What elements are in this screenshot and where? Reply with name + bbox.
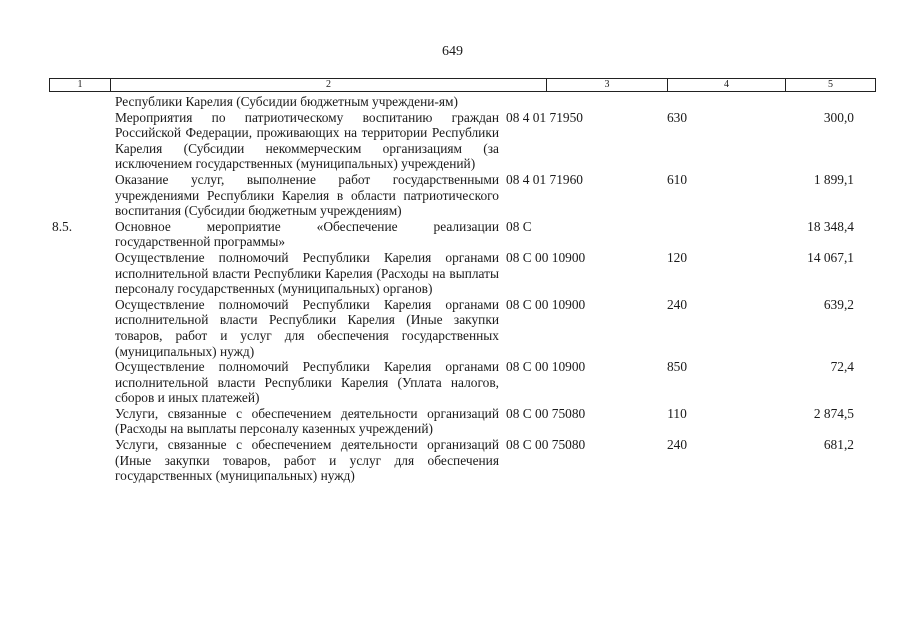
row-amount: 639,2 [823, 296, 854, 312]
header-col-3: 3 [547, 79, 668, 91]
row-name: Осуществление полномочий Республики Карелия органами исполнительной власти Республики Карелия (Расходы на выплаты персоналу государственных (муниципальных) органов) [115, 249, 499, 297]
row-type: 610 [666, 171, 688, 187]
header-col-5: 5 [828, 79, 833, 90]
table-row [0, 250, 905, 297]
row-code: 08 С 00 75080 [506, 437, 586, 453]
row-amount: 18 348,4 [807, 218, 854, 234]
row-name: Мероприятия по патриотическому воспитанию граждан Российской Федерации, проживающих на территории Республики Карелия (Субсидии некоммерческим организациям (за исключением государственных (муниципальных) учреждений) [115, 109, 499, 172]
row-code: 08 С 00 10900 [506, 249, 586, 265]
row-name: Услуги, связанные с обеспечением деятельности организаций (Расходы на выплаты персоналу казенных учреждений) [115, 405, 499, 437]
header-col-4: 4 [668, 79, 786, 91]
row-type: 630 [666, 109, 688, 125]
row-amount: 14 067,1 [807, 249, 854, 265]
table-row [0, 437, 905, 484]
row-type: 850 [666, 359, 688, 375]
row-amount: 1 899,1 [813, 171, 854, 187]
row-type: 120 [666, 249, 688, 265]
row-name: Услуги, связанные с обеспечением деятельности организаций (Иные закупки товаров, работ и услуг для обеспечения государственных (муниципальных) нужд) [115, 437, 499, 484]
row-code: 08 4 01 71950 [506, 109, 583, 125]
row-name: Оказание услуг, выполнение работ государственными учреждениями Республики Карелия в области патриотического воспитания (Субсидии бюджетным учреждениям) [115, 171, 499, 219]
table-row [0, 94, 905, 110]
row-amount: 681,2 [823, 437, 854, 453]
header-col-1: 1 [50, 79, 111, 91]
table-row [0, 297, 905, 359]
row-amount: 2 874,5 [813, 405, 854, 421]
row-type: 240 [666, 437, 688, 453]
table-row [0, 359, 905, 406]
table-body [0, 94, 905, 484]
row-type: 240 [666, 296, 688, 312]
row-code: 08 4 01 71960 [506, 171, 583, 187]
table-header [49, 78, 876, 92]
row-name: Основное мероприятие «Обеспечение реализации государственной программы» [115, 218, 499, 250]
row-amount: 72,4 [830, 359, 854, 375]
table-row [0, 406, 905, 437]
row-amount: 300,0 [823, 109, 854, 125]
table-row [0, 110, 905, 172]
row-code: 08 С 00 75080 [506, 405, 586, 421]
page-number: 649 [442, 44, 463, 59]
row-code: 08 С 00 10900 [506, 359, 586, 375]
row-type: 110 [667, 405, 687, 421]
table-row [0, 219, 905, 250]
row-code: 08 С 00 10900 [506, 296, 586, 312]
row-name: Республики Карелия (Субсидии бюджетным учреждени-ям) [115, 94, 458, 109]
row-number: 8.5. [52, 218, 73, 234]
table-row [0, 172, 905, 219]
header-col-2: 2 [111, 79, 547, 91]
row-name: Осуществление полномочий Республики Карелия органами исполнительной власти Республики Карелия (Уплата налогов, сборов и иных платежей) [115, 359, 499, 406]
row-name: Осуществление полномочий Республики Карелия органами исполнительной власти Республики Карелия (Иные закупки товаров, работ и услуг для обеспечения государственных (муниципальных) нужд) [115, 296, 499, 359]
row-code: 08 С [506, 218, 532, 234]
